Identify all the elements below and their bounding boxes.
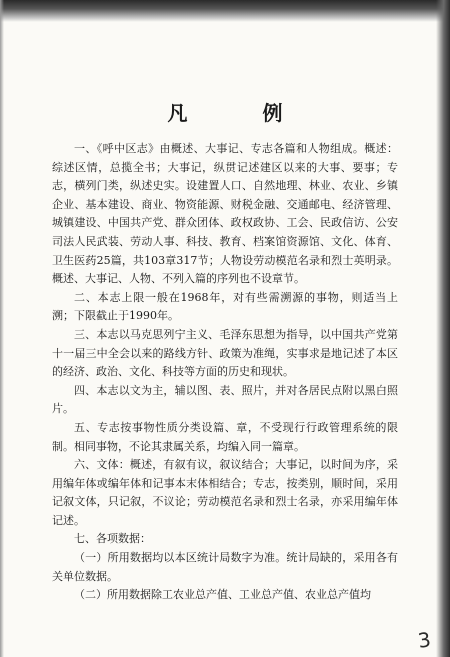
paragraph-3: 三、本志以马克思列宁主义、毛泽东思想为指导，以中国共产党第十一届三中全会以来的路线方针、政策为准绳，实事求是地记述了本区的经济、政治、文化、科技等方面的历史和现状。	[52, 327, 398, 379]
paragraph-8: （一）所用数据均以本区统计局数字为准。统计局缺的，采用各有关单位数据。	[52, 551, 398, 583]
paragraph-5: 五、专志按事物性质分类设篇、章，不受现行行政管理系统的限制。相同事物，不论其隶属关系，均编入同一篇章。	[52, 420, 398, 453]
paragraph-4: 四、本志以文为主，辅以图、表、照片，并对各居民点附以黑白照片。	[52, 383, 398, 416]
paragraph-9: （二）所用数据除工农业总产值、工业总产值、农业总产值均	[74, 588, 371, 602]
paragraph-1: 一、《呼中区志》由概述、大事记、专志各篇和人物组成。概述：综述区情，总揽全书；大事记，纵贯记述建区以来的大事、要事；专志，横列门类，纵述史实。设建置人口、自然地理、林业、农业、乡镇企业、基本建设、商业、物资能源、财税金融、交通邮电、经济管理、城镇建设、中国共产党、群众团体、政权政协、工会、民政信访、公安司法人民武装、劳动人事、科技、教育、档案馆资源馆、文化、体育、卫生医药25篇，共103章317节；人物设劳动模范名录和烈士英明录。概述、大事记、人物、不列入篇的序列也不设章节。	[52, 142, 398, 286]
document-body	[52, 140, 398, 605]
page-number: 3	[416, 627, 433, 653]
paragraph-2: 二、本志上限一般在1968年，对有些需溯源的事物，则适当上溯；下限截止于1990年。	[52, 290, 398, 323]
scan-edge-top	[0, 0, 450, 22]
paragraph-6: 六、文体：概述，有叙有议，叙议结合；大事记，以时间为序，采用编年体或编年体和记事本末体相结合；专志，按类别，顺时间，采用记叙文体，只记叙，不议论；劳动模范名录和烈士名录，亦采用编年体记述。	[52, 458, 398, 527]
page-title: 凡 例	[167, 101, 317, 125]
paragraph-7: 七、各项数据：	[74, 532, 151, 546]
